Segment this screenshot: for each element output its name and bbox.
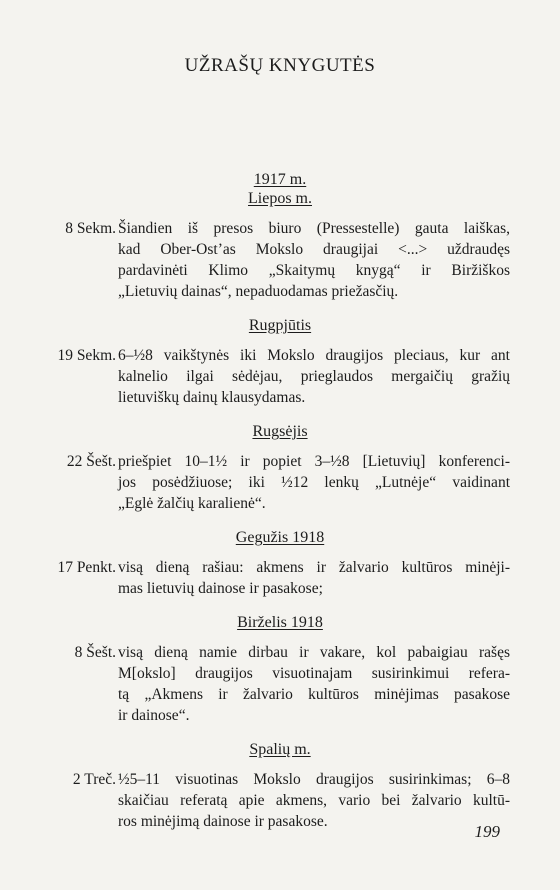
entry-line: visą dieną namie dirbau ir vakare, kol pabaigiau rašęs (118, 644, 510, 661)
diary-entry (0, 451, 560, 514)
diary-entry (0, 218, 560, 302)
entry-line: lietuviškų dainų klausydamas. (118, 389, 306, 406)
entry-line: skaičiau referatą apie akmens, vario bei žalvario kultū- (118, 792, 510, 809)
section-heading-month: Rugsėjis (252, 423, 308, 440)
entry-line: „Eglė žalčių karalienė“. (118, 495, 266, 512)
entry-line: ½5–11 visuotinas Mokslo draugijos susirinkimas; 6–8 (118, 771, 510, 788)
entry-text (118, 769, 510, 832)
entry-line: ir dainose“. (118, 707, 190, 724)
section-heading-month: Liepos m. (248, 190, 312, 207)
entry-line: visą dieną rašiau: akmens ir žalvario kultūros minėji- (118, 559, 510, 576)
section-heading-year: 1917 m. (253, 171, 307, 188)
section-may-1918 (0, 528, 560, 599)
entry-line: pardavinėti Klimo „Skaitymų knygą“ ir Biržiškos (118, 262, 510, 279)
entry-date: 8 Sekm. (65, 220, 116, 237)
section-july-1917 (0, 170, 560, 302)
entry-line: 6–½8 vaikštynės iki Mokslo draugijos pleciaus, kur ant (118, 347, 510, 364)
entry-text (118, 345, 510, 408)
diary-entry (0, 345, 560, 408)
entry-line: Šiandien iš presos biuro (Pressestelle) gauta laiškas, (118, 220, 510, 237)
entry-line: tą „Akmens ir žalvario kultūros minėjimas pasakose (118, 686, 510, 703)
entry-line: M[okslo] draugijos visuotinajam susirinkimui refera- (118, 665, 510, 682)
entry-line: jos posėdžiuose; iki ½12 lenkų „Lutnėje“ vaidinant (118, 474, 510, 491)
section-august (0, 316, 560, 408)
section-heading-month: Gegužis 1918 (235, 529, 325, 546)
section-october (0, 740, 560, 832)
entry-date: 19 Sekm. (57, 347, 116, 364)
entry-text (118, 451, 510, 514)
section-september (0, 422, 560, 514)
section-heading-month: Birželis 1918 (237, 614, 323, 631)
entry-date: 22 Šešt. (66, 453, 116, 470)
entry-text (118, 218, 510, 302)
section-june-1918 (0, 613, 560, 726)
entry-text (118, 642, 510, 726)
entry-line: „Lietuvių dainas“, nepaduodamas priežasčių. (118, 283, 399, 300)
entry-date: 8 Šešt. (74, 644, 116, 661)
entry-line: ros minėjimą dainose ir pasakose. (118, 813, 328, 830)
section-heading-month: Rugpjūtis (248, 317, 312, 334)
entry-line: kalnelio ilgai sėdėjau, prieglaudos mergaičių gražių (118, 368, 510, 385)
page-number: 199 (474, 822, 500, 841)
entry-line: priešpiet 10–1½ ir popiet 3–½8 [Lietuvių] konferenci- (118, 453, 510, 470)
section-heading-month: Spalių m. (249, 741, 311, 758)
entry-line: kad Ober-Ost’as Mokslo draugijai <...> uždraudęs (118, 241, 510, 258)
page-content (0, 170, 560, 832)
entry-text (118, 557, 510, 599)
running-head: UŽRAŠŲ KNYGUTĖS (184, 55, 376, 76)
diary-entry (0, 557, 560, 599)
entry-line: mas lietuvių dainose ir pasakose; (118, 580, 323, 597)
entry-date: 2 Treč. (72, 771, 116, 788)
entry-date: 17 Penkt. (57, 559, 116, 576)
diary-entry (0, 642, 560, 726)
